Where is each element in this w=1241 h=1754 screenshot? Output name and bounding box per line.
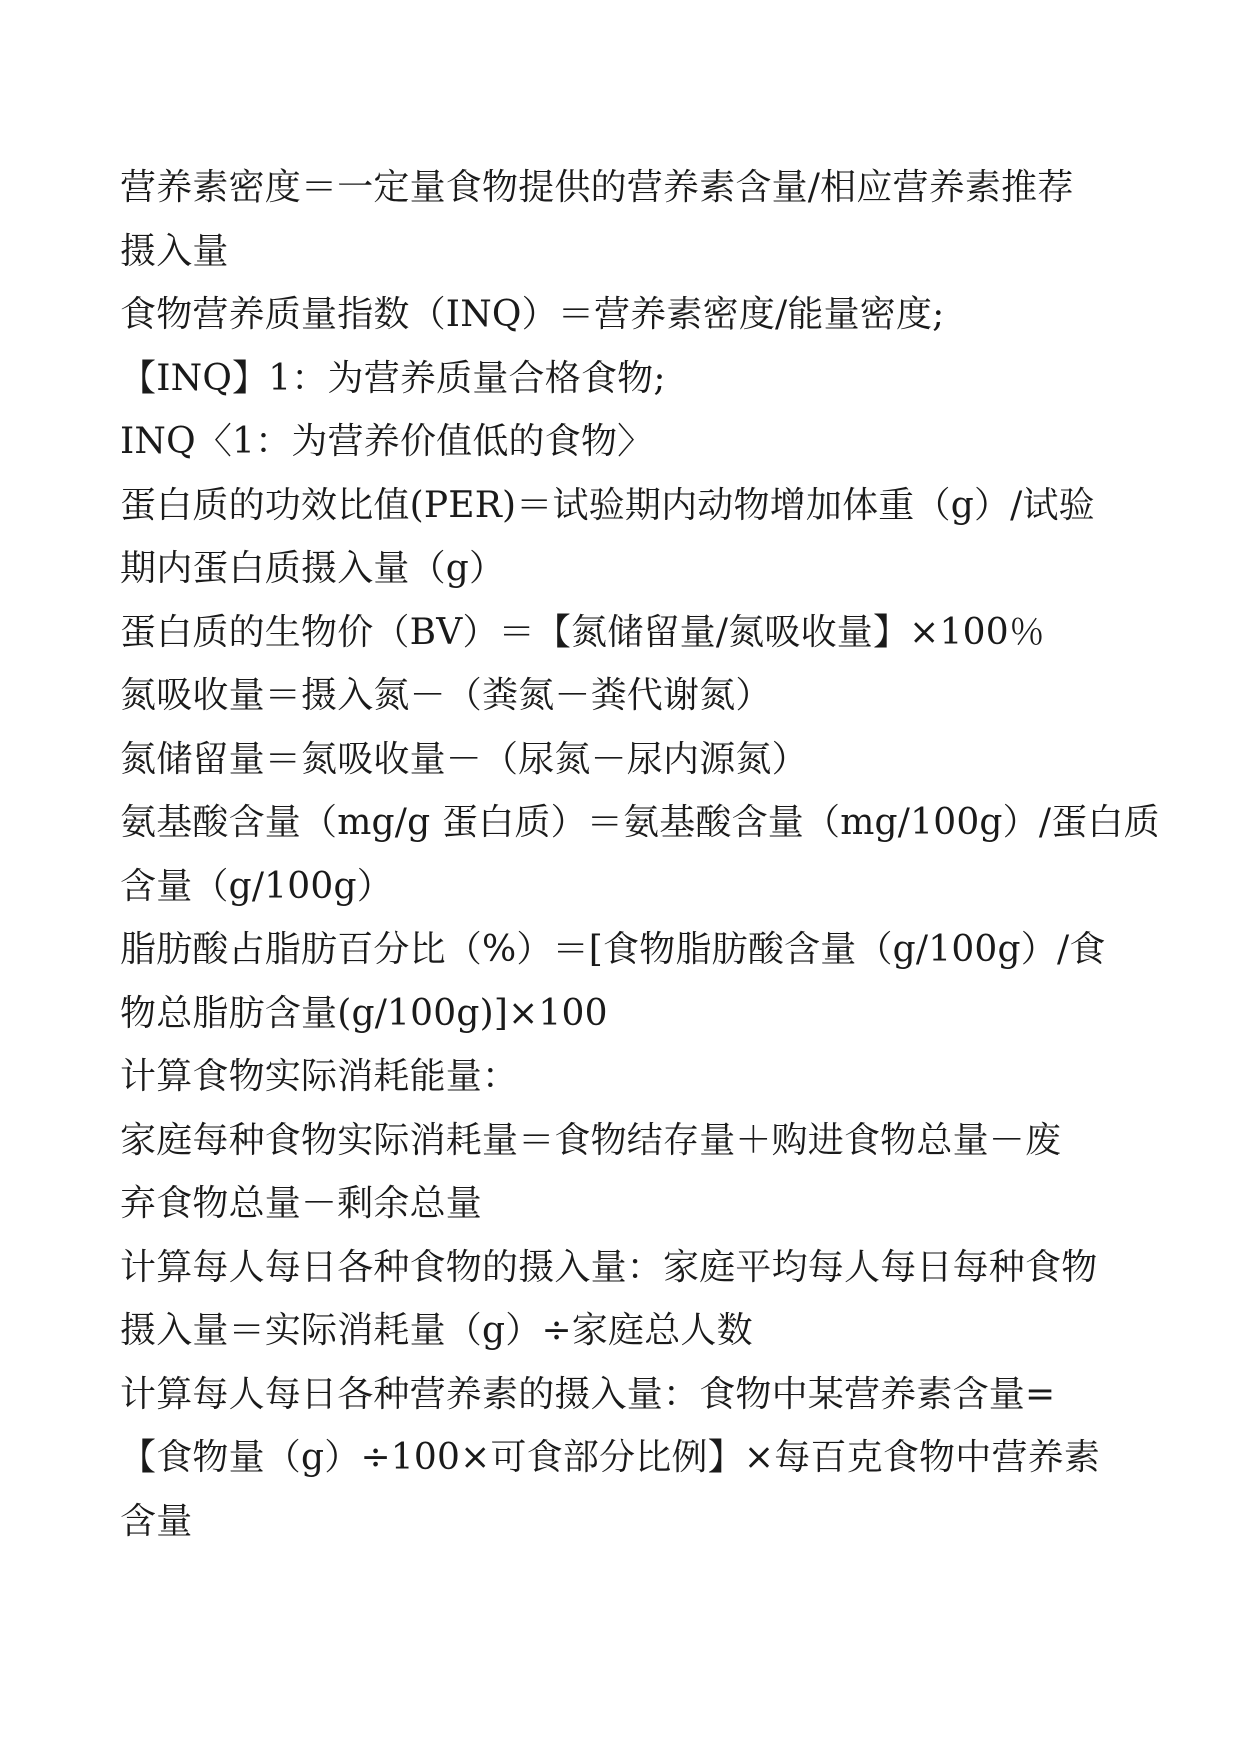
text-line: 【食物量（g）÷100×可食部分比例】×每百克食物中营养素 [120,1437,1101,1478]
text-line: 含量 [120,1500,193,1542]
text-line: 摄入量＝实际消耗量（g）÷家庭总人数 [120,1310,753,1351]
text-line: 计算食物实际消耗能量： [120,1056,519,1097]
text-line: 物总脂肪含量(g/100g)]×100 [120,992,608,1034]
text-line: 氨基酸含量（mg/g 蛋白质）＝氨基酸含量（mg/100g）/蛋白质 [120,802,1160,843]
text-line: 摄入量 [120,230,229,272]
text-line: 蛋白质的生物价（BV）＝【氮储留量/氮吸收量】×100％ [120,611,1046,653]
document-body [120,156,1160,1553]
text-line: 期内蛋白质摄入量（g） [120,548,506,589]
text-line: 氮储留量＝氮吸收量－（尿氮－尿内源氮） [120,738,808,780]
text-line: INQ〈1：为营养价值低的食物〉 [120,421,654,462]
text-line: 脂肪酸占脂肪百分比（%）＝[食物脂肪酸含量（g/100g）/食 [120,929,1106,970]
text-line: 氮吸收量＝摄入氮－（粪氮－粪代谢氮） [120,675,772,716]
text-line: 计算每人每日各种食物的摄入量：家庭平均每人每日每种食物 [120,1246,1098,1288]
text-line: 计算每人每日各种营养素的摄入量：食物中某营养素含量= [120,1373,1056,1415]
text-line: 含量（g/100g） [120,865,393,907]
text-line: 家庭每种食物实际消耗量＝食物结存量＋购进食物总量－废 [120,1119,1062,1161]
text-line: 【INQ】1：为营养质量合格食物; [120,357,666,399]
text-line: 蛋白质的功效比值(PER)＝试验期内动物增加体重（g）/试验 [120,484,1095,526]
text-line: 营养素密度＝一定量食物提供的营养素含量/相应营养素推荐 [120,167,1074,208]
text-line: 弃食物总量－剩余总量 [120,1183,483,1224]
text-line: 食物营养质量指数（INQ）＝营养素密度/能量密度; [120,294,945,335]
